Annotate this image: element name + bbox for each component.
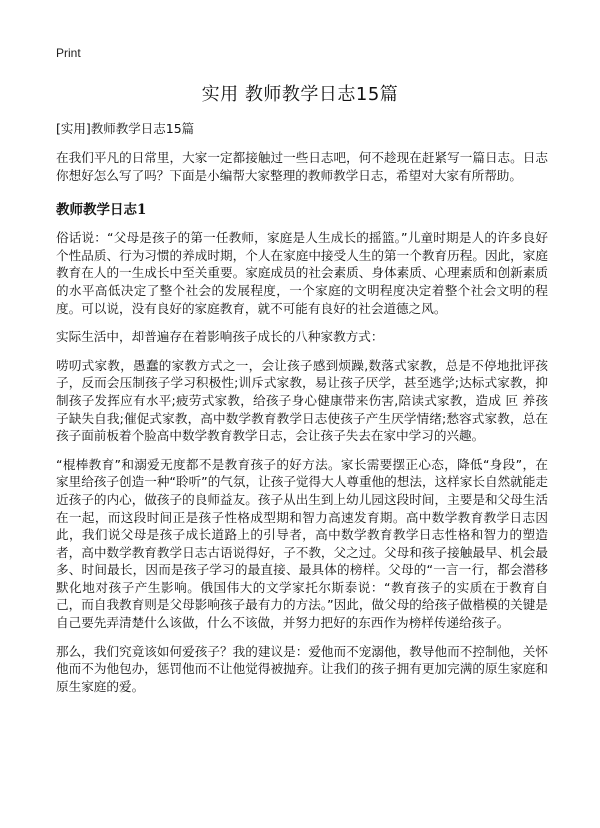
body-paragraph-4: “棍棒教育”和溺爱无度都不是教育孩子的好方法。家长需要摆正心态，降低“身段”，在家里给孩子创造一种“聆听”的气氛，让孩子觉得大人尊重他的想法，这样家长自然就能走近孩子的内心，做孩子的良师益友。孩子从出生到上幼儿园这段时间，主要是和父母生活在一起，而这段时间正是孩子性格成型期和智力高速发育期。高中数学教育教学日志因此，我们说父母是孩子成长道路上的引导者，高中数学教育教学日志性格和智力的塑造者，高中数学教育教学日志古语说得好，子不教，父之过。父母和孩子接触最早、机会最多、时间最长，因而是孩子学习的最直接、最具体的榜样。父母的“一言一行，都会潜移默化地对孩子产生影响。俄国伟大的文学家托尔斯泰说：“教育孩子的实质在于教育自己，而自我教育则是父母影响孩子最有力的方法。”因此，做父母的给孩子做楷模的关键是自己要先弄清楚什么该做，什么不该做，并努力把好的东西作为榜样传递给孩子。 <box>56 456 548 631</box>
print-label: Print <box>56 46 81 60</box>
document-body <box>56 120 548 706</box>
body-paragraph-5: 那么，我们究竟该如何爱孩子？我的建议是：爱他而不宠溺他，教导他而不控制他，关怀他而不为他包办，惩罚他而不让他觉得被抛弃。让我们的孩子拥有更加完满的原生家庭和原生家庭的爱。 <box>56 643 548 694</box>
page-title: 实用 教师教学日志15篇 <box>201 84 399 105</box>
document-subtitle: [实用]教师教学日志15篇 <box>56 121 195 136</box>
body-paragraph-2: 实际生活中，却普遍存在着影响孩子成长的八种家教方式： <box>56 329 384 345</box>
section-heading: 教师教学日志1 <box>56 202 147 219</box>
body-paragraph-3: 唠叨式家教，愚蠢的家教方式之一，会让孩子感到烦躁,数落式家教，总是不停地批评孩子，反而会压制孩子学习积极性;训斥式家教，易让孩子厌学，甚至逃学;达标式家教，抑制孩子发挥应有水平;疲劳式家教，给孩子身心健康带来伤害,陪读式家教，造成 叵 养孩子缺失自我;催促式家教，高中数学教育教学日志使孩子产生厌学情绪;愁容式家教，总在孩子面前板着个脸高中数学教育教学日志，会让孩子失去在家中学习的兴趣。 <box>56 357 548 444</box>
body-paragraph-1: 俗话说：“父母是孩子的第一任教师，家庭是人生成长的摇篮。”儿童时期是人的许多良好个性品质、行为习惯的养成时期，个人在家庭中接受人生的第一个教育历程。因此，家庭教育在人的一生成长中至关重要。家庭成员的社会素质、身体素质、心理素质和创新素质的水平高低决定了整个社会的发展程度，一个家庭的文明程度决定着整个社会文明的程度。可以说，没有良好的家庭教育，就不可能有良好的社会道德之风。 <box>56 230 548 316</box>
intro-paragraph: 在我们平凡的日常里，大家一定都接触过一些日志吧，何不趁现在赶紧写一篇日志。日志你想好怎么写了吗？下面是小编帮大家整理的教师教学日志，希望对大家有所帮助。 <box>56 150 548 183</box>
